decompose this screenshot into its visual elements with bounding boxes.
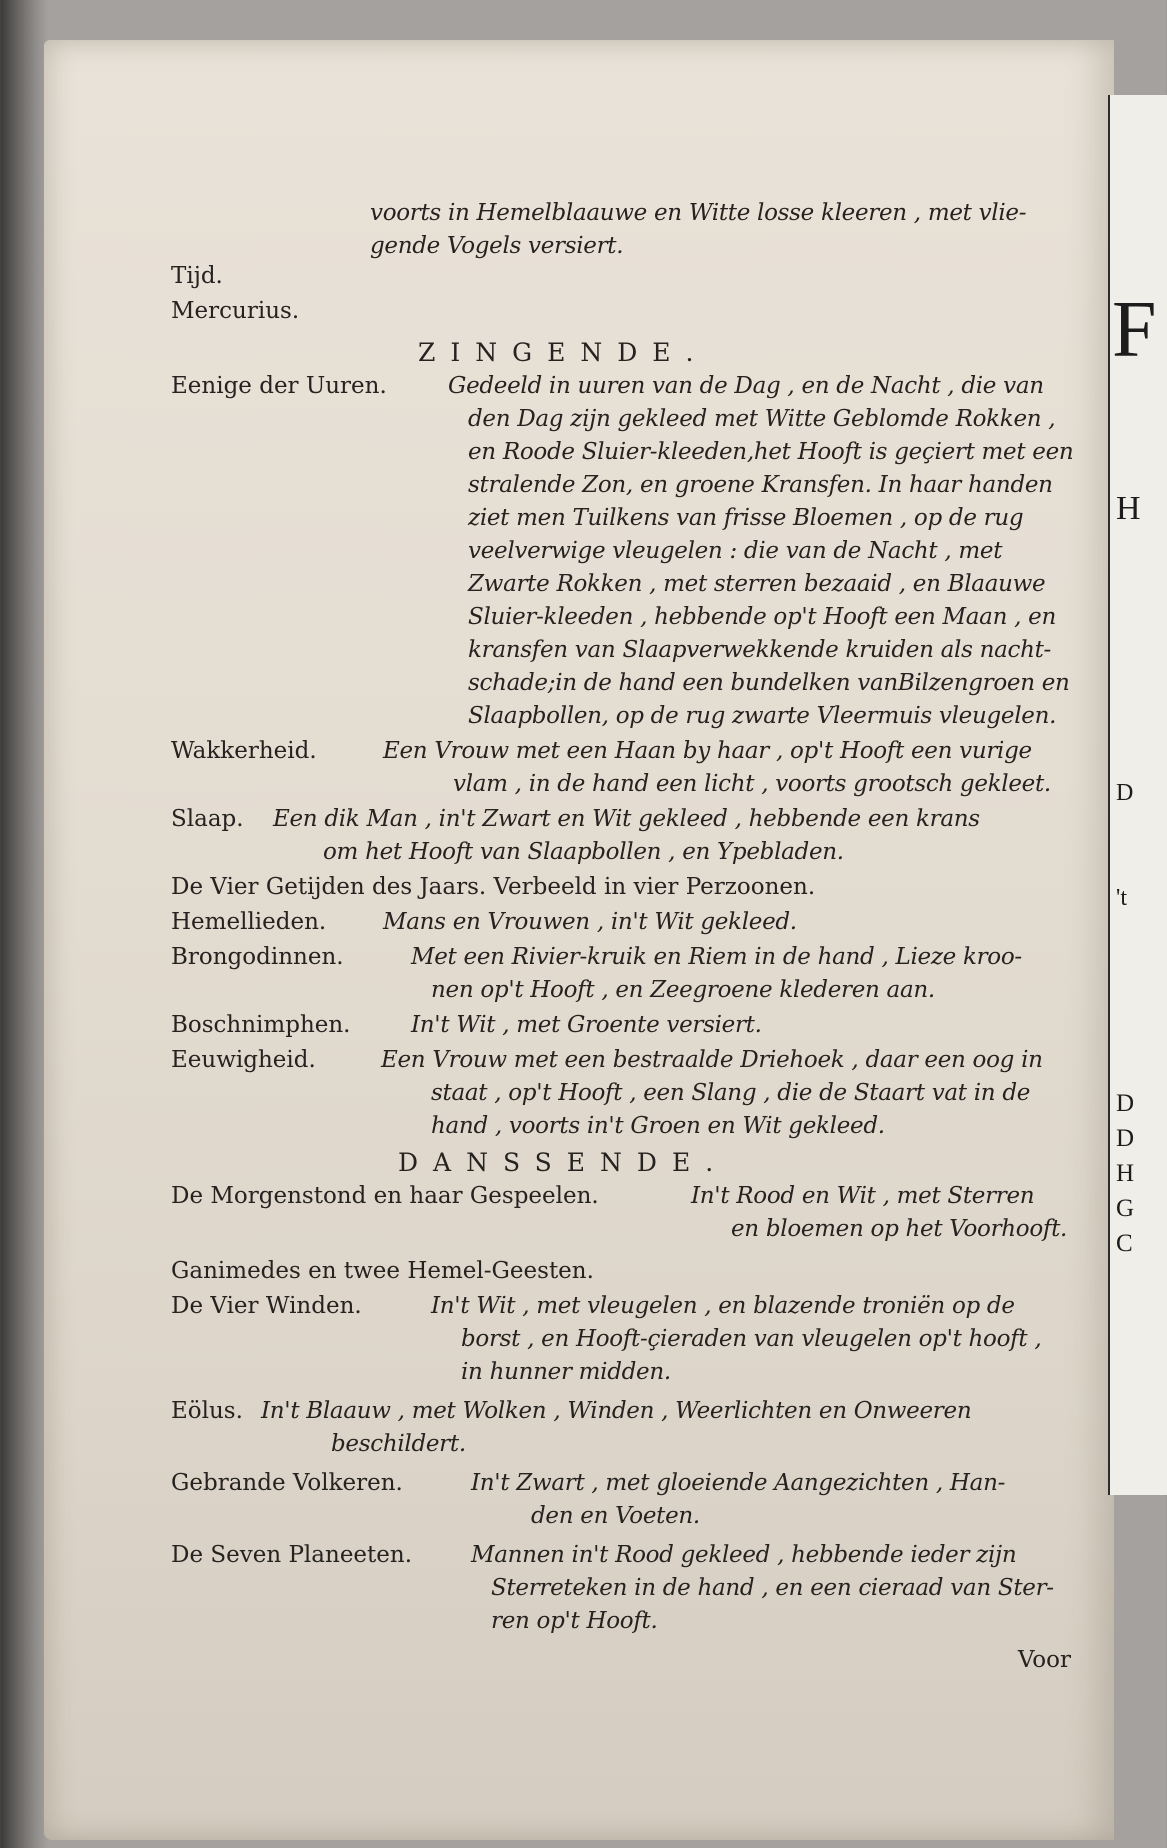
text-line: beschildert. <box>331 1431 466 1457</box>
text-line: In't Wit , met vleugelen , en blazende troniën op de <box>431 1293 1015 1319</box>
facing-page-letter: 't <box>1116 885 1127 911</box>
text-line: Een Vrouw met een bestraalde Driehoek , daar een oog in <box>381 1047 1043 1073</box>
role-name: Eenige der Uuren. <box>171 373 387 399</box>
text-line: vlam , in de hand een licht , voorts grootsch gekleet. <box>453 771 1051 797</box>
role-name: Wakkerheid. <box>171 738 317 764</box>
facing-page-letter: D <box>1116 780 1134 806</box>
role-name: De Seven Planeeten. <box>171 1542 413 1568</box>
text-line: In't Rood en Wit , met Sterren <box>691 1183 1035 1209</box>
text-line: In't Wit , met Groente versiert. <box>411 1012 762 1038</box>
text-line: staat , op't Hooft , een Slang , die de Staart vat in de <box>431 1080 1031 1106</box>
text-line: Mans en Vrouwen , in't Wit gekleed. <box>383 909 797 935</box>
facing-page-letter: D <box>1116 1125 1135 1152</box>
text-line: De Vier Getijden des Jaars. Verbeeld in vier Perzoonen. <box>171 874 816 900</box>
role-name: Ganimedes en twee Hemel-Geesten. <box>171 1258 594 1284</box>
role-name: Eölus. <box>171 1398 243 1424</box>
role-name: Tijd. <box>171 263 223 289</box>
text-line: Sterreteken in de hand , en een cieraad van Ster- <box>491 1575 1054 1601</box>
facing-page-letter: D <box>1116 1090 1135 1117</box>
facing-page-letter: G <box>1116 1195 1135 1222</box>
text-line: in hunner midden. <box>461 1359 671 1385</box>
text-line: borst , en Hooft-çieraden van vleugelen op't hooft , <box>461 1326 1042 1352</box>
role-name: Mercurius. <box>171 298 300 324</box>
text-line: Sluier-kleeden , hebbende op't Hooft een Maan , en <box>468 604 1056 630</box>
facing-page-letter: H <box>1116 1160 1135 1187</box>
text-line: ren op't Hooft. <box>491 1608 658 1634</box>
text-line: veelverwige vleugelen : die van de Nacht , met <box>468 538 1003 564</box>
role-name: Brongodinnen. <box>171 944 344 970</box>
role-name: De Vier Winden. <box>171 1293 362 1319</box>
facing-page <box>1108 95 1167 1495</box>
text-line: voorts in Hemelblaauwe en Witte losse kleeren , met vlie- <box>370 200 1027 226</box>
text-line: In't Blaauw , met Wolken , Winden , Weerlichten en Onweeren <box>261 1398 972 1424</box>
role-name: Boschnimphen. <box>171 1012 351 1038</box>
text-line: stralende Zon, en groene Kransfen. In haar handen <box>468 472 1053 498</box>
text-line: Mannen in't Rood gekleed , hebbende ieder zijn <box>471 1542 1017 1568</box>
facing-page-letter: H <box>1116 490 1141 527</box>
text-line: In't Zwart , met gloeiende Aangezichten , Han- <box>471 1470 1006 1496</box>
role-name: De Morgenstond en haar Gespeelen. <box>171 1183 599 1209</box>
catchword: Voor <box>1017 1647 1071 1673</box>
role-name: Gebrande Volkeren. <box>171 1470 403 1496</box>
text-line: Een Vrouw met een Haan by haar , op't Hooft een vurige <box>383 738 1032 764</box>
text-line: Slaapbollen, op de rug zwarte Vleermuis vleugelen. <box>468 703 1057 729</box>
role-name: Slaap. <box>171 806 244 832</box>
text-line: Zwarte Rokken , met sterren bezaaid , en Blaauwe <box>468 571 1046 597</box>
text-line: hand , voorts in't Groen en Wit gekleed. <box>431 1113 885 1139</box>
text-line: Gedeeld in uuren van de Dag , en de Nacht , die van <box>448 373 1044 399</box>
facing-page-letter: C <box>1116 1230 1133 1257</box>
text-line: Met een Rivier-kruik en Riem in de hand , Lieze kroo- <box>411 944 1022 970</box>
text-line: schade;in de hand een bundelken vanBilzengroen en <box>468 670 1070 696</box>
text-line: gende Vogels versiert. <box>370 233 624 259</box>
text-line: den Dag zijn gekleed met Witte Geblomde Rokken , <box>468 406 1056 432</box>
facing-page-letter: F <box>1112 286 1157 374</box>
text-line: Een dik Man , in't Zwart en Wit gekleed , hebbende een krans <box>273 806 980 832</box>
text-line: nen op't Hooft , en Zeegroene klederen aan. <box>431 977 935 1003</box>
role-name: Eeuwigheid. <box>171 1047 316 1073</box>
text-line: en bloemen op het Voorhooft. <box>731 1216 1068 1242</box>
section-heading-danssende: DANSSENDE. <box>398 1148 729 1177</box>
text-line: kransfen van Slaapverwekkende kruiden als nacht- <box>468 637 1052 663</box>
text-line: den en Voeten. <box>531 1503 700 1529</box>
role-name: Hemellieden. <box>171 909 327 935</box>
section-heading-zingende: ZINGENDE. <box>418 338 709 367</box>
text-line: ziet men Tuilkens van frisse Bloemen , op de rug <box>468 505 1024 531</box>
text-line: om het Hooft van Slaapbollen , en Ypebladen. <box>323 839 844 865</box>
text-line: en Roode Sluier-kleeden,het Hooft is geçiert met een <box>468 439 1074 465</box>
